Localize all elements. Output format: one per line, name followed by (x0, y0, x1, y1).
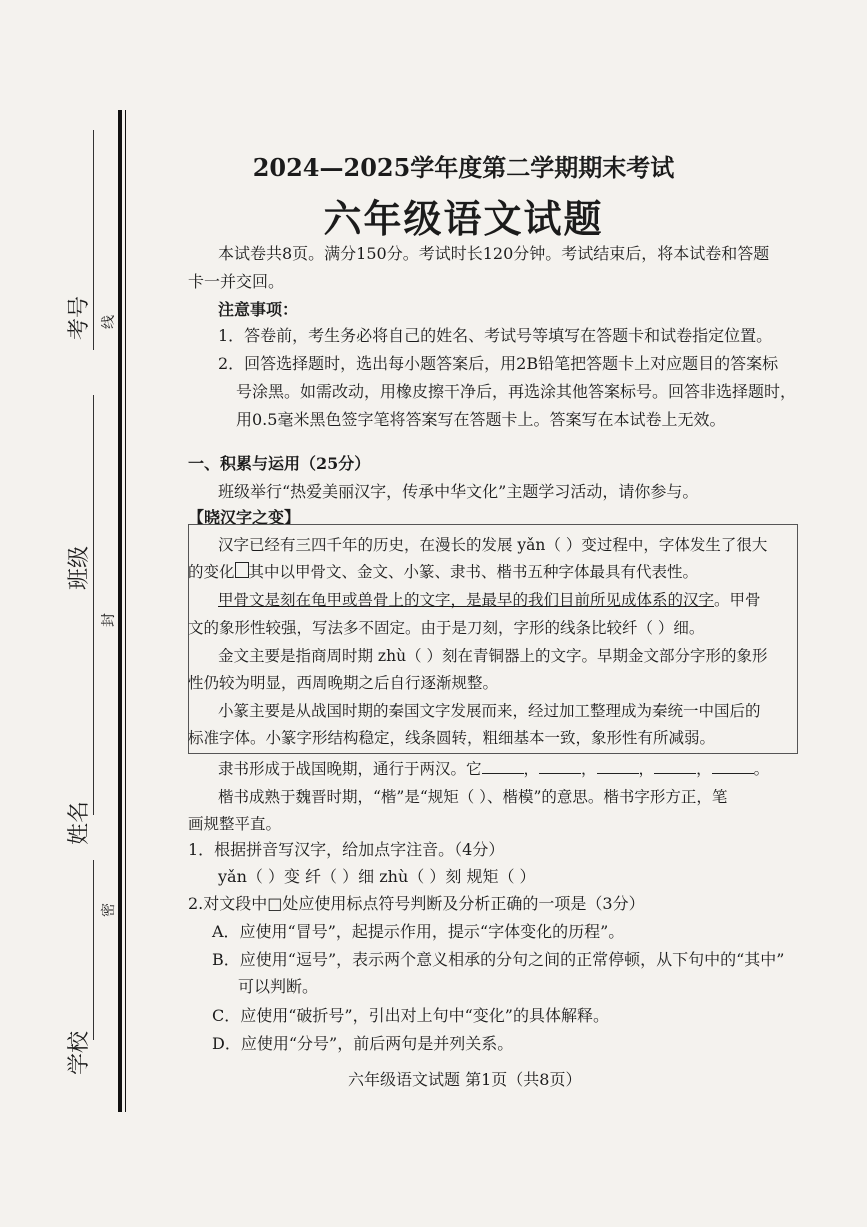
binding-line-bottom (93, 860, 94, 1040)
passage-p2b: 文的象形性较强，写法多不固定。由于是刀刻，字形的线条比较纤（ ）细。 (188, 619, 705, 637)
section-1-heading: 一、积累与运用（25分） (188, 454, 371, 473)
passage-p1b-post: 其中以甲骨文、金文、小篆、隶书、楷书五种字体最具有代表性。 (248, 563, 699, 581)
note-2b: 号涂黑。如需改动，用橡皮擦干净后，再选涂其他答案标号。回答非选择题时， (236, 382, 797, 401)
blank-5[interactable] (712, 759, 754, 774)
binding-border-thin (125, 110, 126, 1112)
passage-p5-pre: 隶书形成于战国晚期，通行于两汉。它 (218, 760, 482, 778)
class-label: 班级 (67, 545, 92, 590)
note-1: 1．答卷前，考生务必将自己的姓名、考试号等填写在答题卡和试卷指定位置。 (218, 326, 773, 345)
q2-stem: 2.对文段中□处应使用标点符号判断及分析正确的一项是（3分） (188, 894, 645, 913)
blank-4[interactable] (654, 759, 696, 774)
blank-1[interactable] (482, 759, 524, 774)
intro-line-1: 本试卷共8页。满分150分。考试时长120分钟。考试结束后，将本试卷和答题 (218, 244, 770, 263)
passage-p3b: 性仍较为明显，西周晚期之后自行逐渐规整。 (188, 674, 499, 692)
blank-3[interactable] (597, 759, 639, 774)
binding-border-thick (118, 110, 122, 1112)
school-label: 学校 (67, 1030, 92, 1075)
q2-option-b1: B．应使用“逗号”，表示两个意义相承的分句之间的正常停顿，从下句中的“其中” (212, 950, 785, 969)
q2-option-c: C．应使用“破折号”，引出对上句中“变化”的具体解释。 (212, 1006, 609, 1025)
name-label: 姓名 (67, 800, 92, 845)
exam-no-label: 考号 (67, 295, 92, 340)
punctuation-box (235, 562, 249, 578)
passage-p3a: 金文主要是指商周时期 zhù（ ）刻在青铜器上的文字。早期金文部分字形的象形 (218, 647, 768, 665)
intro-line-2: 卡一并交回。 (188, 272, 285, 291)
section-1-intro: 班级举行“热爱美丽汉字，传承中华文化”主题学习活动，请你参与。 (218, 482, 699, 501)
passage-p2 (218, 588, 761, 612)
q2-option-b2: 可以判断。 (238, 977, 319, 996)
exam-title: 2024—2025学年度第二学期期末考试 (252, 153, 675, 182)
q2-option-d: D．应使用“分号”，前后两句是并列关系。 (212, 1034, 514, 1053)
passage-p5: 隶书形成于战国晚期，通行于两汉。它 ， ， ， ， 。 (218, 760, 770, 778)
passage-p1b-pre: 的变化 (188, 563, 235, 581)
q1-items: yǎn（ ）变 纤（ ）细 zhù（ ）刻 规矩（ ） (218, 867, 536, 886)
exam-subtitle: 六年级语文试题 (323, 196, 604, 241)
blank-2[interactable] (539, 759, 581, 774)
dense-char: 密 (101, 903, 117, 917)
passage-p4b: 标准字体。小篆字形结构稳定，线条圆转，粗细基本一致，象形性有所减弱。 (188, 729, 716, 747)
notes-heading: 注意事项： (218, 300, 299, 319)
passage-p6b: 画规整平直。 (188, 815, 282, 833)
passage-p1a: 汉字已经有三四千年的历史，在漫长的发展 yǎn（ ）变过程中，字体发生了很大 (218, 536, 768, 554)
line-char: 线 (101, 315, 117, 329)
section-1-subheading: 【晓汉字之变】 (188, 508, 301, 527)
note-2a: 2．回答选择题时，选出每小题答案后，用2B铅笔把答题卡上对应题目的答案标 (218, 354, 779, 373)
page-footer: 六年级语文试题 第1页（共8页） (348, 1070, 582, 1089)
passage-p1b (188, 560, 698, 584)
seal-char: 封 (101, 613, 117, 627)
passage-p2-underlined: 甲骨文是刻在龟甲或兽骨上的文字，是最早的我们目前所见成体系的汉字 (218, 591, 715, 609)
q1-stem: 1．根据拼音写汉字，给加点字注音。（4分） (188, 840, 505, 859)
passage-p2-rest: 。甲骨 (714, 591, 761, 609)
passage-p4a: 小篆主要是从战国时期的秦国文字发展而来，经过加工整理成为秦统一中国后的 (218, 702, 761, 720)
note-2c: 用0.5毫米黑色签字笔将答案写在答题卡上。答案写在本试卷上无效。 (236, 410, 726, 429)
binding-line-mid (93, 395, 94, 815)
passage-p6a: 楷书成熟于魏晋时期，“楷”是“规矩（ ）、楷模”的意思。楷书字形方正，笔 (218, 788, 728, 806)
q2-option-a: A．应使用“冒号”，起提示作用，提示“字体变化的历程”。 (212, 922, 625, 941)
